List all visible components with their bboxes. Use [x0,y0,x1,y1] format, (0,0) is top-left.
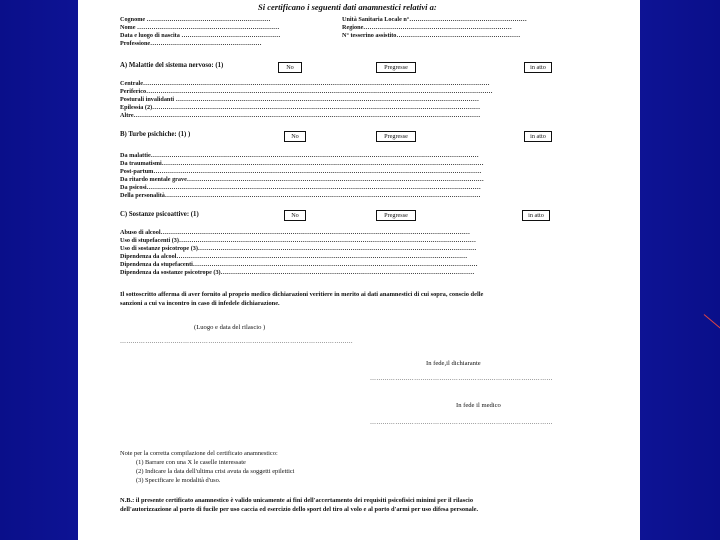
note-item: (2) Indicare la data dell'ultima crisi avuta da soggetti epilettici [136,468,295,475]
note-item: (3) Specificare le modalità d'uso. [136,477,221,484]
professione-field: Professione……………………………………………… [120,40,262,47]
section-b-inatto-box: in atto [524,131,552,142]
section-c-item: Dipendenza da alcool…………………………………………………………………………………………………………………………… [120,253,468,260]
section-b-item: Da ritardo mentale grave……………………………………………………………………………………………………………………………… [120,176,484,183]
section-c-item: Dipendenza da sostanze psicotrope (3)…………………………………………………………………………………………………………… [120,269,475,276]
section-a-no-box: No [278,62,302,73]
section-a-inatto-box: in atto [524,62,552,73]
section-c-item: Abuso di alcool…………………………………………………………………………………………………………………………………… [120,229,470,236]
note-item: (1) Barrare con una X le caselle interessate [136,459,246,466]
section-a-item: Periferico…………………………………………………………………………………………………………………………………………………… [120,88,493,95]
nb-line: dell'autorizzazione al porto di fucile per uso caccia ed esercizio dello sport del tiro al volo e al porto d'armi per uso difesa personale. [120,506,479,513]
dichiarante-signature-line: …………………………………………………………………………… [370,376,553,382]
section-c-item: Uso di stupefacenti (3)……………………………………………………………………………………………………………………………… [120,237,476,244]
regione-field: Regione……………………………………………………………… [342,24,512,31]
luogo-data-line: ………………………………………………………………………………………………… [120,339,354,345]
section-b-item: Da malattie…………………………………………………………………………………………………………………………………………… [120,152,479,159]
section-c-item: Dipendenza da stupefacenti………………………………………………………………………………………………………………………… [120,261,478,268]
cognome-field: Cognome …………………………………………………… [120,16,271,23]
section-a-item: Centrale…………………………………………………………………………………………………………………………………………………… [120,80,490,87]
section-c-title: C) Sostanze psicoattive: (1) [120,211,199,218]
section-a-item: Altre…………………………………………………………………………………………………………………………………………………… [120,112,481,119]
document-title: Si certificano i seguenti dati anamnestici relativi a: [258,2,437,12]
declaration-line: sanzioni a cui va incontro in caso di infedele dichiarazione. [120,300,280,307]
medico-signature-line: …………………………………………………………………………… [370,420,553,426]
tesserino-field: N° tesserino assistito…………………………………………………… [342,32,521,39]
section-b-title: B) Turbe psichiche: (1) ) [120,131,191,138]
section-a-item: Posturali invalidanti ………………………………………………………………………………………………………………………………… [120,96,479,103]
nb-line: N.B.: il presente certificato anamnestico è valido unicamente ai fini dell'accertamento dei requisiti psicofisici minimi per il rilascio [120,497,474,504]
certificate-page [78,0,640,540]
luogo-data-label: (Luogo e data del rilascio ) [194,324,266,331]
section-a-item: Epilessia (2)…………………………………………………………………………………………………………………………………………… [120,104,481,111]
section-c-pregresse-box: Pregresse [376,210,416,221]
section-b-no-box: No [284,131,306,142]
section-b-item: Post-partum…………………………………………………………………………………………………………………………………………… [120,168,482,175]
declaration-line: Il sottoscritto afferma di aver fornito al proprio medico dichiarazioni veritiere in merito ai dati anamnestici di cui sopra, conscio delle [120,291,484,298]
section-c-item: Uso di sostanze psicotrope (3)……………………………………………………………………………………………………………………… [120,245,477,252]
section-c-inatto-box: in atto [522,210,550,221]
notes-intro: Note per la corretta compilazione del certificato anamnestico: [120,450,278,457]
data-nascita-field: Data e luogo di nascita ………………………………………… [120,32,281,39]
section-b-pregresse-box: Pregresse [376,131,416,142]
section-b-item: Da psicosi……………………………………………………………………………………………………………………………………………… [120,184,481,191]
section-b-item: Della personalità……………………………………………………………………………………………………………………………………… [120,192,481,199]
section-c-no-box: No [284,210,306,221]
decorative-line [704,314,720,330]
nome-field: Nome …………………………………………………………… [120,24,280,31]
fede-medico-label: In fede il medico [456,402,501,409]
section-a-title: A) Malattie del sistema nervoso: (1) [120,62,224,69]
fede-dichiarante-label: In fede,il dichiarante [426,360,481,367]
section-a-pregresse-box: Pregresse [376,62,416,73]
usl-field: Unità Sanitaria Locale n°………………………………………………… [342,16,527,23]
section-b-item: Da traumatismi………………………………………………………………………………………………………………………………………… [120,160,484,167]
